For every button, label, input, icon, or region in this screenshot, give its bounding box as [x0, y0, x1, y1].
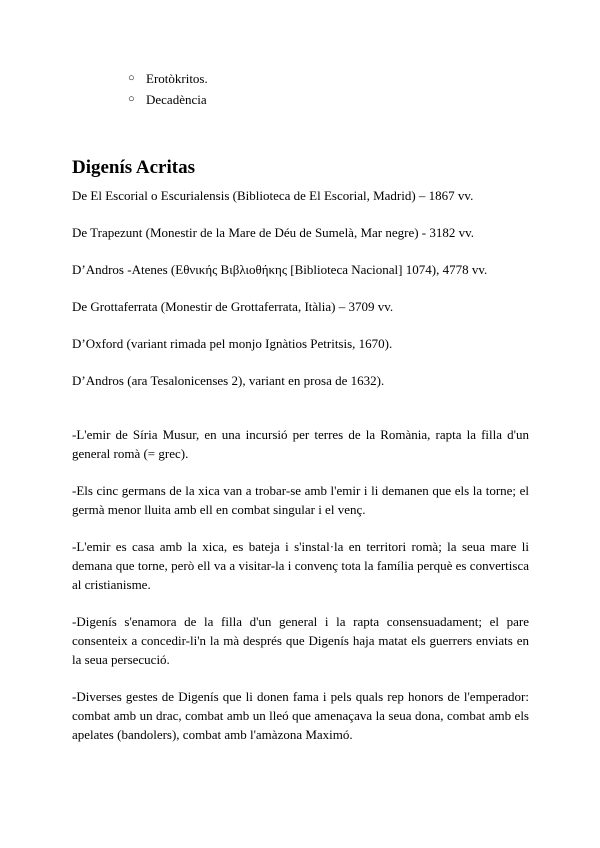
manuscript-line: D’Andros -Atenes (Εθνικής Βιβλιοθήκης [Biblioteca Nacional] 1074), 4778 vv. [72, 262, 488, 277]
plot-summary [72, 425, 529, 744]
list-item [128, 89, 529, 110]
manuscript-line: D’Andros (ara Tesalonicenses 2), variant en prosa de 1632). [72, 373, 385, 388]
plot-paragraph: -Digenís s'enamora de la filla d'un general i la rapta consensuadament; el pare consenteix a concedir-li'n la mà després que Digenís haja matat els guerrers enviats en la seua persecució. [72, 614, 529, 667]
plot-paragraph: -L'emir es casa amb la xica, es bateja i s'instal·la en territori romà; la seua mare li demana que torne, però ell va a visitar-la i convenç tota la família perquè es convertisca al cristianisme. [72, 539, 529, 592]
hollow-circle-bullet-icon: ○ [128, 93, 135, 105]
manuscripts-list [72, 186, 529, 390]
document-page [72, 68, 529, 762]
manuscript-line: De Grottaferrata (Monestir de Grottaferrata, Itàlia) – 3709 vv. [72, 299, 394, 314]
manuscript-line: De Trapezunt (Monestir de la Mare de Déu de Sumelà, Mar negre) - 3182 vv. [72, 225, 475, 240]
section-heading: Digenís Acritas [72, 157, 195, 178]
list-item-text: Decadència [146, 92, 207, 107]
manuscript-line: D’Oxford (variant rimada pel monjo Ignàtios Petritsis, 1670). [72, 336, 393, 351]
list-item-text: Erotòkritos. [146, 71, 208, 86]
list-item [128, 68, 529, 89]
plot-paragraph: -Els cinc germans de la xica van a trobar-se amb l'emir i li demanen que els la torne; el germà menor lluita amb ell en combat singular i el venç. [72, 483, 529, 517]
sub-bullet-list [72, 68, 529, 110]
hollow-circle-bullet-icon: ○ [128, 72, 135, 84]
plot-paragraph: -L'emir de Síria Musur, en una incursió per terres de la Romània, rapta la filla d'un general romà (= grec). [72, 427, 529, 461]
plot-paragraph: -Diverses gestes de Digenís que li donen fama i pels quals rep honors de l'emperador: combat amb un drac, combat amb un lleó que amenaçava la seua dona, combat amb els apelates (bandolers), combat amb l'amàzona Maximó. [72, 689, 529, 742]
manuscript-line: De El Escorial o Escurialensis (Biblioteca de El Escorial, Madrid) – 1867 vv. [72, 188, 474, 203]
